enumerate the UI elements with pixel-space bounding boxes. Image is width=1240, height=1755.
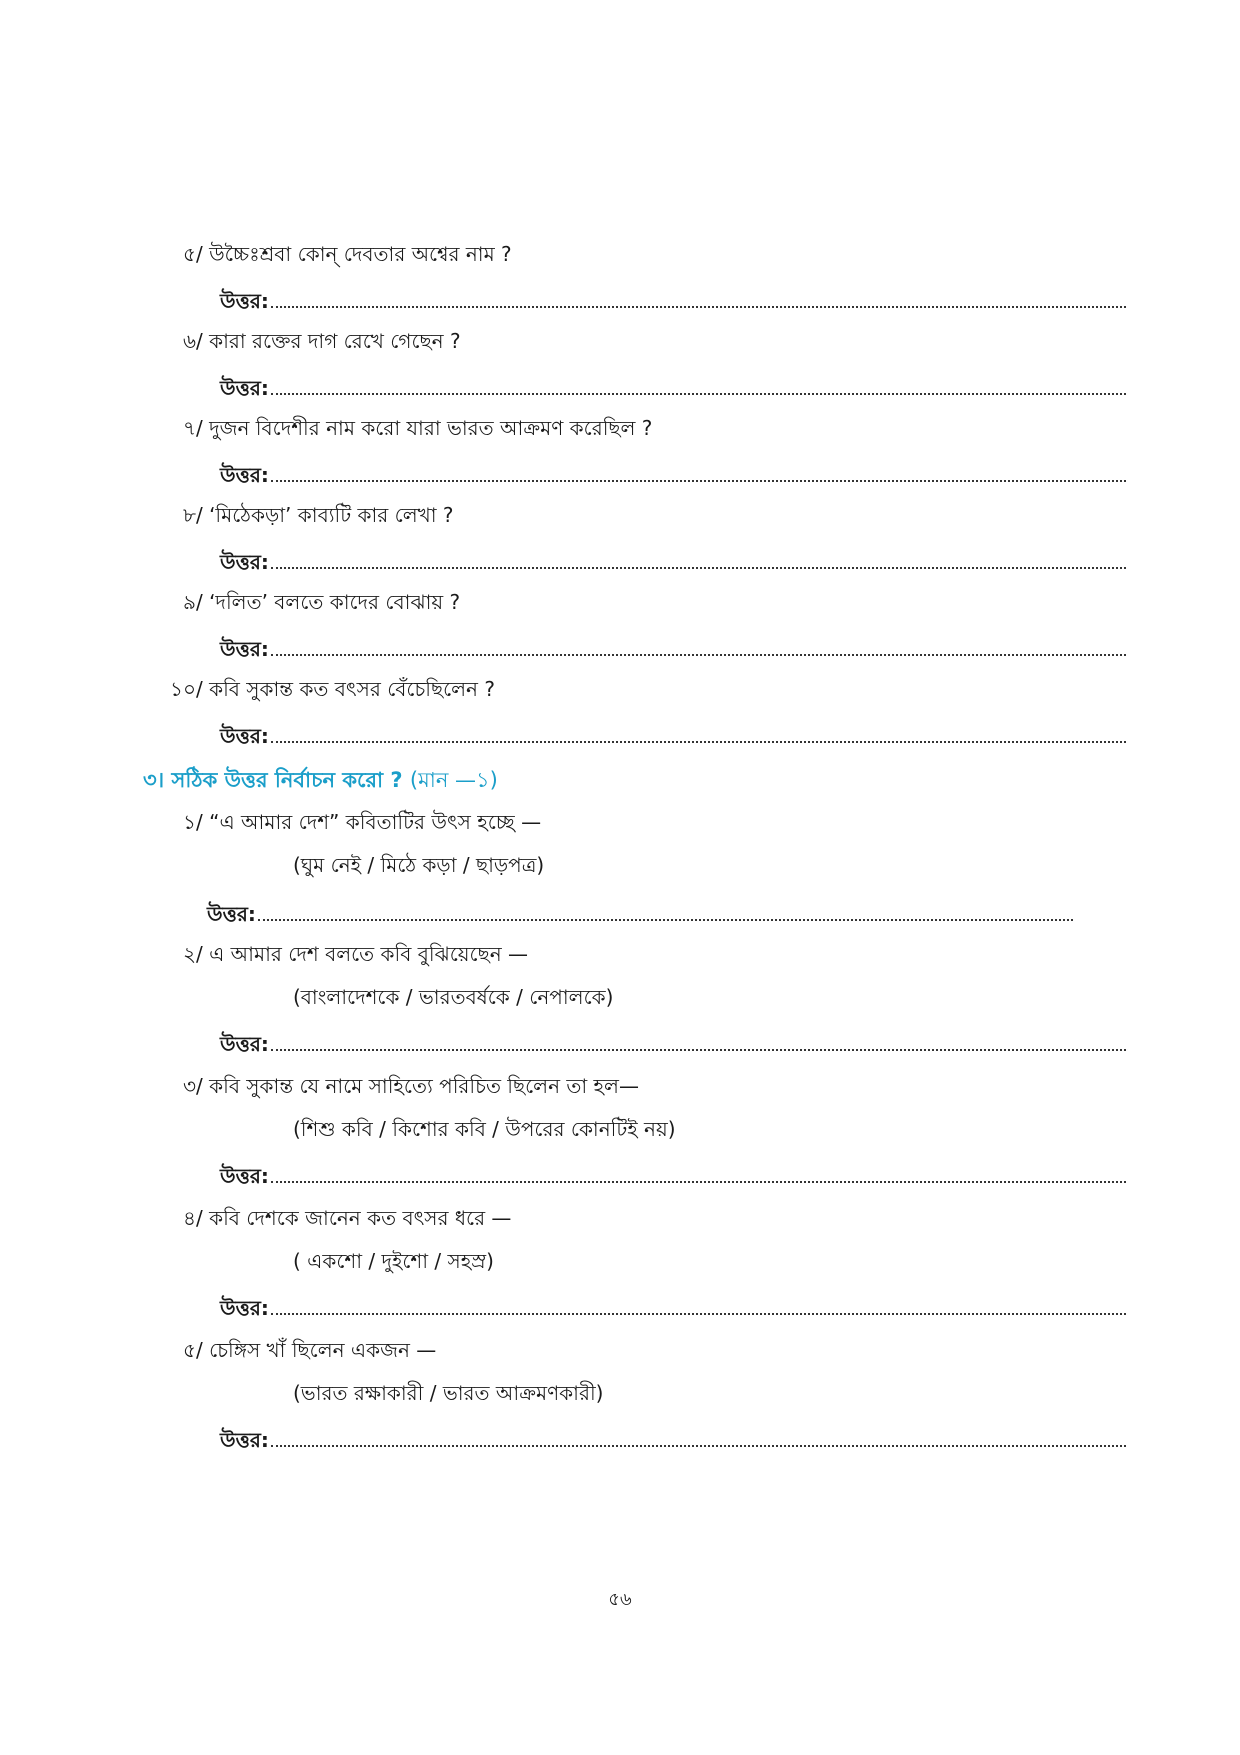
question-number: ৯/ xyxy=(183,590,203,614)
question-text: কবি সুকান্ত যে নামে সাহিত্যে পরিচিত ছিলেন তা হল— xyxy=(209,1074,639,1098)
answer-label: উত্তর: xyxy=(207,902,256,926)
question-text: ‘মিঠেকড়া’ কাব্যটি কার লেখা ? xyxy=(209,503,454,527)
answer-dotted-line xyxy=(271,567,1126,569)
mcq-2-options: (বাংলাদেশকে / ভারতবর্ষকে / নেপালকে) xyxy=(293,985,614,1009)
mcq-5-options: (ভারত রক্ষাকারী / ভারত আক্রমণকারী) xyxy=(293,1381,604,1405)
question-8 xyxy=(183,501,454,529)
question-number: ৮/ xyxy=(183,503,203,527)
answer-line[interactable] xyxy=(220,1426,1126,1454)
answer-dotted-line xyxy=(271,306,1126,308)
answer-label: উত্তর: xyxy=(220,1032,269,1056)
answer-line[interactable] xyxy=(207,900,1073,928)
answer-label: উত্তর: xyxy=(220,637,269,661)
mcq-1 xyxy=(183,808,541,836)
answer-line[interactable] xyxy=(220,287,1126,315)
question-number: ৬/ xyxy=(183,329,203,353)
mcq-3 xyxy=(183,1072,639,1100)
mcq-5 xyxy=(183,1336,436,1364)
question-text: উচ্চৈঃশ্রবা কোন্ দেবতার অশ্বের নাম ? xyxy=(209,242,512,266)
question-text: এ আমার দেশ বলতে কবি বুঝিয়েছেন — xyxy=(209,942,528,966)
answer-line[interactable] xyxy=(220,548,1126,576)
question-number: ৩/ xyxy=(183,1074,203,1098)
page-number: ৫৬ xyxy=(608,1589,632,1610)
question-number: ৭/ xyxy=(183,416,203,440)
answer-label: উত্তর: xyxy=(220,1428,269,1452)
answer-line[interactable] xyxy=(220,635,1126,663)
question-number: ১০/ xyxy=(170,677,203,701)
answer-label: উত্তর: xyxy=(220,1164,269,1188)
question-text: ‘দলিত’ বলতে কাদের বোঝায় ? xyxy=(209,590,461,614)
mcq-3-options: (শিশু কবি / কিশোর কবি / উপরের কোনটিই নয়) xyxy=(293,1117,676,1141)
question-6 xyxy=(183,327,461,355)
question-10 xyxy=(170,675,495,703)
question-text: কারা রক্তের দাগ রেখে গেছেন ? xyxy=(209,329,461,353)
answer-line[interactable] xyxy=(220,461,1126,489)
answer-label: উত্তর: xyxy=(220,550,269,574)
question-number: ৫/ xyxy=(183,242,203,266)
answer-dotted-line xyxy=(271,393,1126,395)
answer-line[interactable] xyxy=(220,1030,1126,1058)
answer-label: উত্তর: xyxy=(220,376,269,400)
answer-dotted-line xyxy=(271,741,1126,743)
answer-dotted-line xyxy=(271,1049,1126,1051)
question-text: চেঙ্গিস খাঁ ছিলেন একজন — xyxy=(209,1338,437,1362)
answer-line[interactable] xyxy=(220,1294,1126,1322)
mcq-4-options: ( একশো / দুইশো / সহস্র) xyxy=(293,1249,494,1273)
question-number: ২/ xyxy=(183,942,203,966)
section-3-title: ৩। সঠিক উত্তর নির্বাচন করো ? xyxy=(143,768,403,792)
answer-dotted-line xyxy=(258,919,1073,921)
question-text: কবি সুকান্ত কত বৎসর বেঁচেছিলেন ? xyxy=(209,677,495,701)
answer-dotted-line xyxy=(271,1313,1126,1315)
answer-label: উত্তর: xyxy=(220,289,269,313)
section-3-marks: (মান —১) xyxy=(409,768,498,792)
question-7 xyxy=(183,414,652,442)
answer-label: উত্তর: xyxy=(220,724,269,748)
answer-dotted-line xyxy=(271,654,1126,656)
answer-line[interactable] xyxy=(220,374,1126,402)
answer-label: উত্তর: xyxy=(220,1296,269,1320)
question-number: ৪/ xyxy=(183,1206,203,1230)
question-text: “এ আমার দেশ” কবিতাটির উৎস হচ্ছে — xyxy=(209,810,542,834)
question-number: ১/ xyxy=(183,810,203,834)
answer-dotted-line xyxy=(271,480,1126,482)
question-number: ৫/ xyxy=(183,1338,203,1362)
question-5 xyxy=(183,240,512,268)
question-text: দুজন বিদেশীর নাম করো যারা ভারত আক্রমণ করেছিল ? xyxy=(209,416,653,440)
section-3-heading xyxy=(143,765,498,795)
mcq-2 xyxy=(183,940,528,968)
answer-dotted-line xyxy=(271,1181,1126,1183)
answer-label: উত্তর: xyxy=(220,463,269,487)
question-text: কবি দেশকে জানেন কত বৎসর ধরে — xyxy=(209,1206,512,1230)
mcq-4 xyxy=(183,1204,511,1232)
question-9 xyxy=(183,588,460,616)
mcq-1-options: (ঘুম নেই / মিঠে কড়া / ছাড়পত্র) xyxy=(293,853,545,877)
answer-line[interactable] xyxy=(220,1162,1126,1190)
answer-line[interactable] xyxy=(220,722,1126,750)
answer-dotted-line xyxy=(271,1445,1126,1447)
